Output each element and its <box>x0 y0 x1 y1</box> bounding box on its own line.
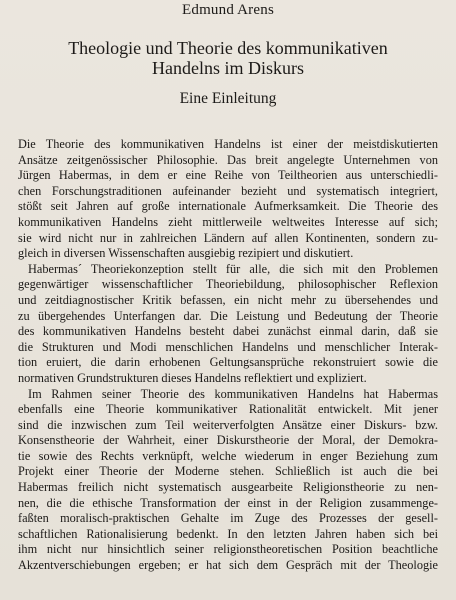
text-line: Habermas freilich nicht systematisch ausgearbeite Religionstheorie zu nen- <box>18 480 438 495</box>
text-line: gleich in diversen Wissenschaften ausgiebig rezipiert und diskutiert. <box>18 246 354 261</box>
text-line: gegenwärtiger wissenschaftlicher Theoriebildung, philosophischer Reflexion <box>18 277 438 292</box>
text-line: faßten moralisch-praktischen Gehalte im Zuge des Prozesses der gesell- <box>18 511 438 526</box>
text-line: sie wird nicht nur in zahlreichen Ländern auf allen Kontinenten, sondern zu- <box>18 230 438 245</box>
text-line: Projekt einer Theorie der Moderne stehen. Schließlich ist auch die bei <box>18 464 438 479</box>
paragraph <box>18 137 438 262</box>
text-line: normativen Grundstrukturen dieses Handelns reflektiert und expliziert. <box>18 370 367 385</box>
text-line: tion eruiert, die darin erhobenen Geltungsansprüche rekonstruiert sowie die <box>18 355 438 370</box>
text-line: tie sowie des Rechts verknüpft, welche wiederum in enger Beziehung zum <box>18 448 438 463</box>
text-line: ihm nicht nur hinsichtlich seiner religionstheoretischen Position beachtliche <box>18 542 438 557</box>
chapter-subtitle: Eine Einleitung <box>179 90 277 107</box>
text-line: nen, die die ethische Transformation der einst in der Religion zusammenge- <box>18 495 438 510</box>
text-line: chen Forschungstraditionen aufeinander bezieht und systematisch integriert, <box>18 183 438 198</box>
paragraph <box>18 262 438 387</box>
text-line: sind die inzwischen zum Teil weiterverfolgten Ansätze einer Diskurs- bzw. <box>18 417 438 432</box>
text-line: Konsenstheorie der Wahrheit, einer Diskurstheorie der Moral, der Demokra- <box>18 433 438 448</box>
text-line: Im Rahmen seiner Theorie des kommunikativen Handelns hat Habermas <box>28 386 438 401</box>
text-line: Ansätze zeitgenössischer Philosophie. Das breit angelegte Unternehmen von <box>18 152 438 167</box>
text-line: schaftlichen Rationalisierung bedenkt. In den letzten Jahren haben sich bei <box>18 526 438 541</box>
text-line: Akzentverschiebungen ergeben; er hat sich dem Gespräch mit der Theologie <box>18 558 438 573</box>
body-text <box>18 137 438 574</box>
title-line-1: Theologie und Theorie des kommunikativen <box>68 38 388 58</box>
chapter-title <box>18 38 438 78</box>
text-line: Die Theorie des kommunikativen Handelns ist einer der meistdiskutierten <box>18 137 438 151</box>
author-name: Edmund Arens <box>182 2 274 18</box>
text-line: des kommunikativen Handelns besteht dabei zunächst einmal darin, daß sie <box>18 324 438 339</box>
text-line: die Strukturen und Modi menschlichen Handelns und menschlicher Interak- <box>18 339 438 354</box>
text-line: stößt seit Jahren auf große internationale Aufmerksamkeit. Die Theorie des <box>18 199 438 214</box>
text-line: und zeitdiagnostischer Kritik befassen, ein nicht mehr zu übersehendes und <box>18 292 438 307</box>
text-line: Jürgen Habermas, in dem er eine Reihe von Teiltheorien aus unterschiedli- <box>18 168 438 183</box>
text-line: kommunikativen Handelns zieht mittlerweile weltweites Interesse auf sich; <box>18 214 438 229</box>
title-line-2: Handelns im Diskurs <box>152 58 304 78</box>
paragraph <box>18 387 438 574</box>
text-line: ebenfalls eine Theorie kommunikativer Rationalität entwickelt. Mit jener <box>18 402 438 417</box>
text-line: zu übergehendes Unterfangen dar. Die Leistung und Bedeutung der Theorie <box>18 308 438 323</box>
text-line: Habermas´ Theoriekonzeption stellt für alle, die sich mit den Problemen <box>28 261 438 276</box>
